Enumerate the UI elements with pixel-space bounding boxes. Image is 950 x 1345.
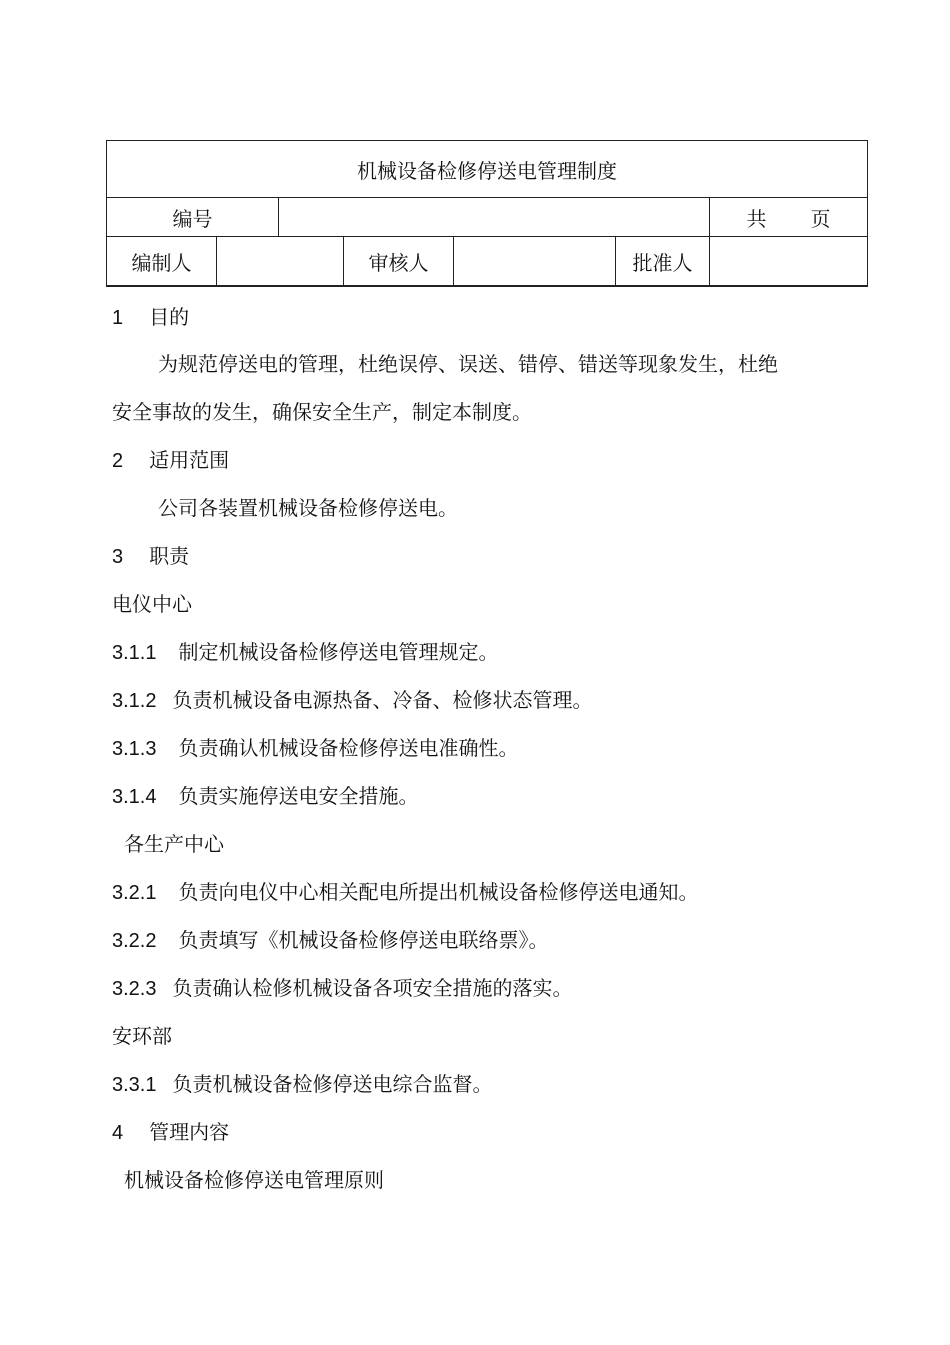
list-item: [112, 976, 572, 1001]
list-item: [112, 784, 418, 809]
subsection-group-title: 各生产中心: [124, 832, 224, 856]
item-text: 负责向电仪中心相关配电所提出机械设备检修停送电通知。: [178, 880, 699, 904]
reviewer-label: 审核人: [344, 237, 454, 287]
page-count-cell: [710, 198, 868, 237]
section-title: 目的: [149, 305, 190, 329]
item-text: 负责填写《机械设备检修停送电联络票》。: [178, 928, 549, 952]
section-2-paragraph: 公司各装置机械设备检修停送电。: [158, 496, 458, 520]
item-number: 3.1.2: [112, 690, 157, 712]
section-1-paragraph-line-2: 安全事故的发生，确保安全生产，制定本制度。: [112, 400, 532, 424]
section-1-paragraph-line-1: 为规范停送电的管理，杜绝误停、误送、错停、错送等现象发生，杜绝: [158, 352, 778, 376]
section-3-heading: [112, 544, 189, 569]
author-label: 编制人: [107, 237, 217, 287]
section-number: 1: [112, 307, 124, 329]
section-number: 2: [112, 450, 124, 472]
section-number: 3: [112, 546, 124, 568]
item-text: 负责实施停送电安全措施。: [178, 784, 419, 808]
item-text: 负责确认检修机械设备各项安全措施的落实。: [172, 976, 573, 1000]
list-item: [112, 640, 498, 665]
list-item: [112, 688, 592, 713]
subsection-group-title: 安环部: [112, 1024, 172, 1048]
subsection-title: 机械设备检修停送电管理原则: [124, 1168, 384, 1192]
item-number: 3.1.1: [112, 642, 157, 664]
approver-field[interactable]: [710, 237, 868, 287]
number-label: 编号: [107, 198, 279, 237]
number-field[interactable]: [279, 198, 710, 237]
document-title: 机械设备检修停送电管理制度: [107, 141, 868, 198]
list-item: [112, 736, 518, 761]
subsection-group-title: 电仪中心: [112, 592, 192, 616]
item-number: 3.1.3: [112, 738, 157, 760]
document-header-table: [106, 140, 868, 287]
page-count-label-right: 页: [810, 206, 831, 231]
item-number: 3.2.1: [112, 882, 157, 904]
section-title: 职责: [149, 544, 190, 568]
list-item: [112, 1072, 492, 1097]
item-number: 3.2.3: [112, 978, 157, 1000]
item-number: 3.3.1: [112, 1074, 157, 1096]
section-4-heading: [112, 1120, 229, 1145]
reviewer-field[interactable]: [454, 237, 616, 287]
item-number: 3.1.4: [112, 786, 157, 808]
approver-label: 批准人: [616, 237, 710, 287]
item-text: 制定机械设备检修停送电管理规定。: [178, 640, 499, 664]
section-title: 管理内容: [149, 1120, 230, 1144]
section-number: 4: [112, 1122, 124, 1144]
section-title: 适用范围: [149, 448, 230, 472]
section-1-heading: [112, 305, 189, 330]
list-item: [112, 880, 698, 905]
page-count-label-left: 共: [746, 206, 767, 231]
item-text: 负责机械设备检修停送电综合监督。: [172, 1072, 493, 1096]
list-item: [112, 928, 548, 953]
item-text: 负责机械设备电源热备、冷备、检修状态管理。: [172, 688, 593, 712]
section-2-heading: [112, 448, 229, 473]
author-field[interactable]: [217, 237, 344, 287]
item-text: 负责确认机械设备检修停送电准确性。: [178, 736, 519, 760]
item-number: 3.2.2: [112, 930, 157, 952]
